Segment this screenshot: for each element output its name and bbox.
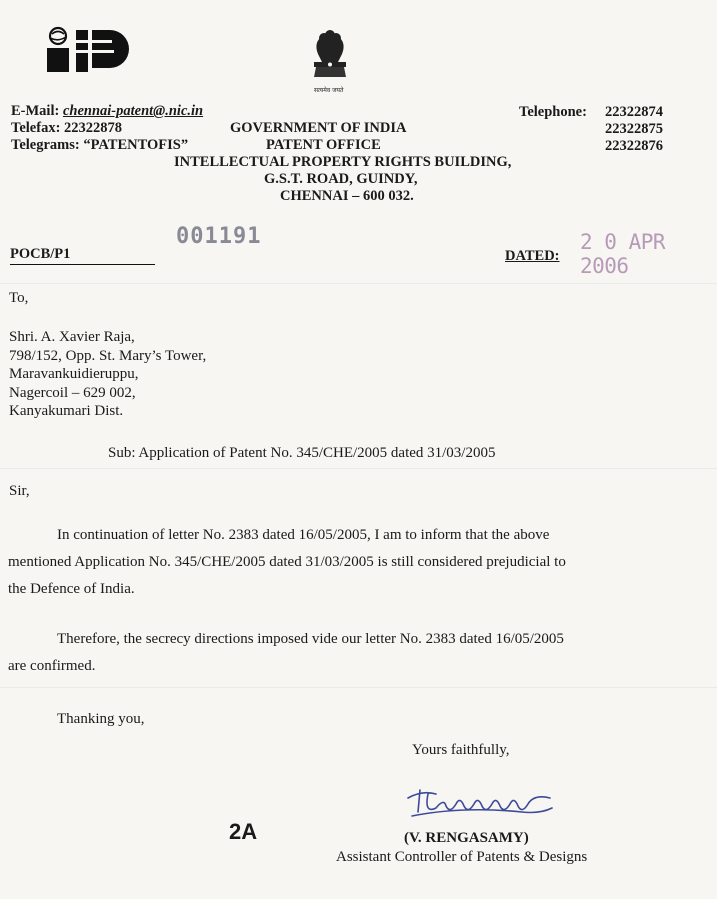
paragraph-line: mentioned Application No. 345/CHE/2005 dated 31/03/2005 is still considered prejudicial to bbox=[8, 554, 566, 570]
paragraph-line: the Defence of India. bbox=[8, 581, 135, 597]
date-stamp: 2 0 APR 2006 bbox=[580, 230, 666, 278]
address-line: 798/152, Opp. St. Mary’s Tower, bbox=[9, 347, 207, 364]
to-salutation: To, bbox=[9, 290, 29, 306]
serial-number-stamp: 001191 bbox=[176, 224, 262, 249]
address-line: Maravankuidieruppu, bbox=[9, 366, 139, 382]
email-label: E-Mail: bbox=[11, 103, 60, 119]
address-line: Shri. A. Xavier Raja, bbox=[9, 329, 135, 345]
recipient-address bbox=[9, 328, 206, 421]
paragraph-line: are confirmed. bbox=[8, 658, 96, 674]
telegrams-line: Telegrams: “PATENTOFIS” bbox=[11, 137, 189, 153]
sir-salutation: Sir, bbox=[9, 483, 30, 499]
telephone-number: 22322874 bbox=[605, 104, 663, 120]
handwritten-signature bbox=[402, 784, 562, 824]
office-line: G.S.T. ROAD, GUINDY, bbox=[264, 171, 418, 187]
email-line bbox=[11, 103, 203, 120]
signatory-designation: Assistant Controller of Patents & Designs bbox=[336, 849, 588, 865]
subject-line: Sub: Application of Patent No. 345/CHE/2005 dated 31/03/2005 bbox=[108, 445, 496, 461]
telephone-number: 22322876 bbox=[605, 138, 663, 154]
paragraph-line: In continuation of letter No. 2383 dated 16/05/2005, I am to inform that the above bbox=[57, 527, 550, 543]
office-line: PATENT OFFICE bbox=[266, 137, 381, 153]
file-reference: POCB/P1 bbox=[10, 246, 155, 265]
telephone-label: Telephone: bbox=[519, 104, 587, 120]
office-address bbox=[174, 120, 540, 205]
closing-line: Yours faithfully, bbox=[412, 742, 510, 758]
telephone-numbers bbox=[605, 104, 663, 155]
address-line: Nagercoil – 629 002, bbox=[9, 384, 136, 401]
paper-fold-line bbox=[0, 468, 717, 470]
telefax-line: Telefax: 22322878 bbox=[11, 120, 123, 136]
emblem-motto: सत्यमेव जयते bbox=[314, 87, 344, 94]
national-emblem bbox=[302, 28, 358, 88]
paper-fold-line bbox=[0, 283, 717, 285]
email-link[interactable]: chennai-patent@.nic.in bbox=[62, 103, 204, 119]
office-line: CHENNAI – 600 032. bbox=[280, 188, 414, 204]
ip-logo bbox=[44, 26, 130, 74]
paragraph-continuation bbox=[8, 522, 640, 603]
office-line: GOVERNMENT OF INDIA bbox=[230, 120, 407, 136]
paragraph-confirmation bbox=[8, 626, 640, 680]
paragraph-line: Therefore, the secrecy directions imposed vide our letter No. 2383 dated 16/05/2005 bbox=[57, 631, 564, 647]
paper-fold-line bbox=[0, 687, 717, 689]
thanks-line: Thanking you, bbox=[57, 711, 145, 727]
office-line: INTELLECTUAL PROPERTY RIGHTS BUILDING, bbox=[174, 154, 512, 170]
address-line: Kanyakumari Dist. bbox=[9, 403, 124, 419]
telephone-number: 22322875 bbox=[605, 121, 663, 137]
dated-label: DATED: bbox=[505, 248, 560, 264]
signatory-name: (V. RENGASAMY) bbox=[404, 830, 529, 846]
annotation-label: 2A bbox=[229, 819, 258, 844]
